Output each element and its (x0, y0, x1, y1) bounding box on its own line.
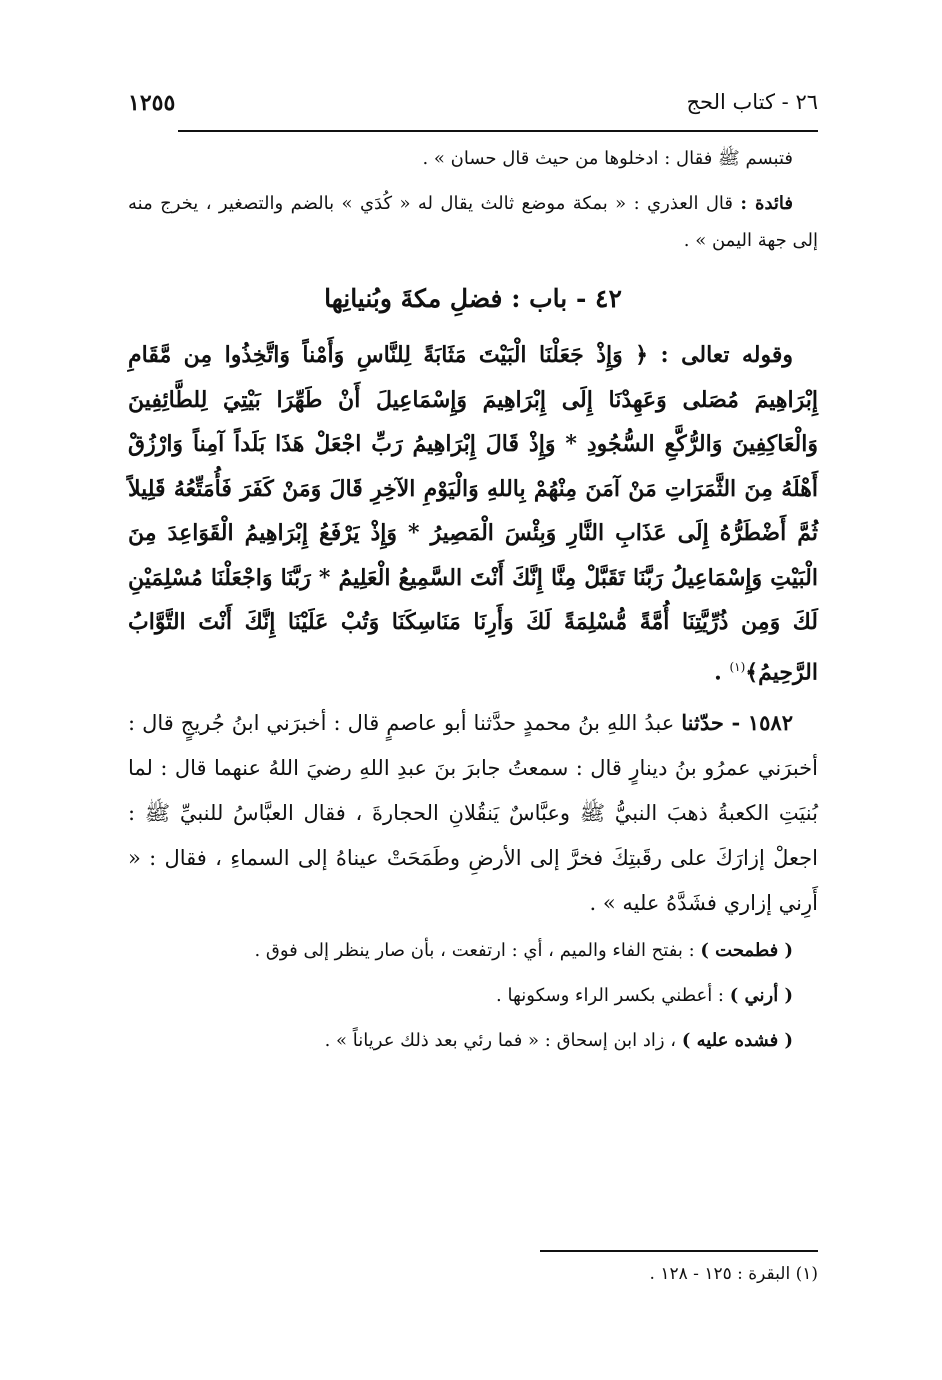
page-number: ١٢٥٥ (128, 90, 176, 116)
section-title: ٤٢ - باب : فضلِ مكةَ وبُنيانِها (324, 284, 622, 313)
benefit-note (128, 185, 818, 259)
note-text: : أعطني بكسر الراء وسكونها . (496, 985, 730, 1007)
page-body (128, 140, 818, 1059)
note-term: ( فطمحت ) (700, 940, 793, 962)
quran-verse (128, 333, 818, 694)
benefit-text: قال العذري : « بمكة موضع ثالث يقال له « كُدَي » بالضم والتصغير ، يخرج منه إلى جهة اليمن » . (128, 193, 818, 251)
book-page (128, 78, 818, 1318)
verse-text: وقوله تعالى : ﴿ وَإِذْ جَعَلْنَا الْبَيْتَ مَثَابَةً لِلنَّاسِ وَأَمْناً وَاتَّخِذُوا مِن مَّقَامِ إِبْرَاهِيمَ مُصَلى وَعَهِدْنَا إِلَى إِبْرَاهِيمَ وَإِسْمَاعِيلَ أَنْ طَهِّرَا بَيْتِيَ لِلطَّائِفِينَ وَالْعَاكِفِينَ وَالرُّكَّعِ السُّجُودِ * وَإِذْ قَالَ إِبْرَاهِيمُ رَبِّ اجْعَلْ هَذَا بَلَداً آمِناً وَارْزُقْ أَهْلَهُ مِنَ الثَّمَرَاتِ مَنْ آمَنَ مِنْهُمْ بِاللهِ وَالْيَوْمِ الآخِرِ قَالَ وَمَنْ كَفَرَ فَأُمَتِّعُهُ قَلِيلاً ثُمَّ أَضْطَرُّهُ إِلَى عَذَابِ النَّارِ وَبِئْسَ الْمَصِيرُ * وَإِذْ يَرْفَعُ إِبْرَاهِيمُ الْقَوَاعِدَ مِنَ الْبَيْتِ وَإِسْمَاعِيلُ رَبَّنَا تَقَبَّلْ مِنَّا إِنَّكَ أَنْتَ السَّمِيعُ الْعَلِيمُ * رَبَّنَا وَاجْعَلْنَا مُسْلِمَيْنِ لَكَ وَمِن ذُرِّيَّتِنَا أُمَّةً مُّسْلِمَةً لَكَ وَأَرِنَا مَنَاسِكَنَا وَتُبْ عَلَيْنَا إِنَّكَ أَنْتَ التَّوَّابُ الرَّحِيمُ﴾ (128, 342, 818, 685)
hadith-text: عبدُ اللهِ بنُ محمدٍ حدَّثنا أبو عاصمٍ قال : أخبرَني ابنُ جُريجٍ قال : أخبرَني عمرُو بنُ دينارٍ قال : سمعتُ جابرَ بنَ عبدِ اللهِ رضيَ اللهُ عنهما قال : لما بُنيَتِ الكعبةُ ذهبَ النبيُّ ﷺ وعبَّاسٌ يَنقُلانِ الحجارةَ ، فقال العبَّاسُ للنبيِّ ﷺ : اجعلْ إزارَكَ على رقَبتِكَ فخرَّ إلى الأرضِ وطَمَحَتْ عيناهُ إلى السماءِ ، فقال : « أَرِني إزاري فشَدَّهُ عليه » . (128, 711, 818, 916)
footnote-reference[interactable]: (١) (729, 659, 746, 674)
hadith-number: ١٥٨٢ - (723, 710, 793, 736)
hadith-paragraph (128, 700, 818, 926)
footnote: (١) البقرة : ١٢٥ - ١٢٨ . (649, 1264, 818, 1284)
hadith-lead: حدّثنا (681, 710, 724, 736)
note-item (128, 1022, 818, 1059)
chapter-heading: ٢٦ - كتاب الحج (686, 90, 818, 114)
page-header (128, 90, 818, 130)
note-text: ، زاد ابن إسحاق : « فما رئي بعد ذلك عرياناً » . (324, 1030, 682, 1052)
note-text: : بفتح الفاء والميم ، أي : ارتفعت ، بأن صار ينظر إلى فوق . (254, 940, 701, 962)
verse-end: . (714, 658, 730, 685)
explanatory-notes (128, 932, 818, 1059)
note-term: ( أرني ) (729, 985, 793, 1007)
note-item (128, 932, 818, 969)
note-term: ( فشده عليه ) (681, 1030, 793, 1052)
paragraph-continuation: فتبسم ﷺ فقال : ادخلوها من حيث قال حسان » . (422, 148, 793, 169)
benefit-label: فائدة : (740, 193, 793, 214)
footnote-divider (540, 1250, 818, 1252)
note-item (128, 977, 818, 1014)
header-divider (178, 130, 818, 132)
